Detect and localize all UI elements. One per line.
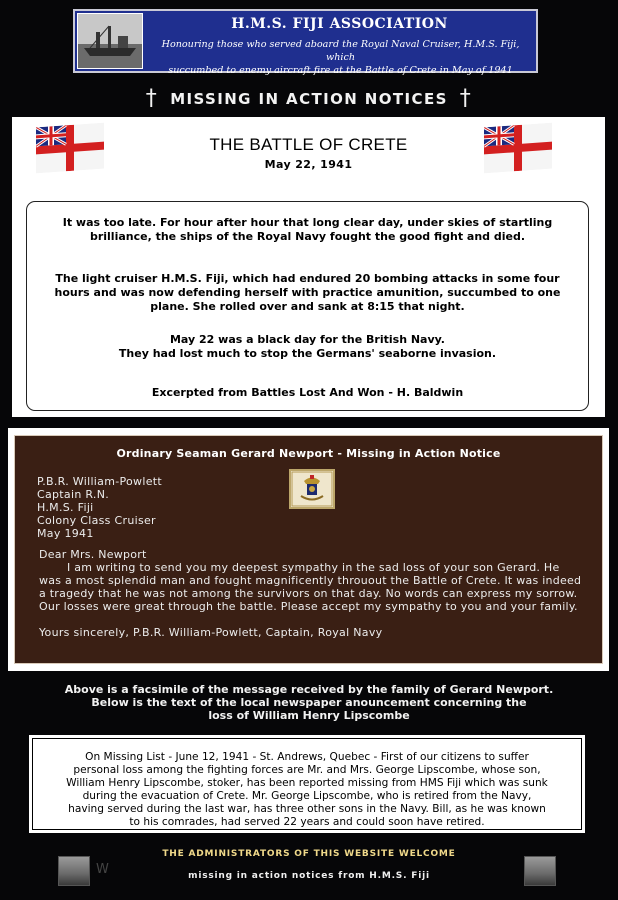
quote-paragraph [35,216,580,244]
news-line: personal loss among the fighting forces are Mr. and Mrs. George Lipscombe, whose son, [73,764,541,776]
section-title-text: MISSING IN ACTION NOTICES [170,90,448,108]
battle-date: May 22, 1941 [264,158,353,171]
letter-body [39,548,592,613]
quote-paragraph [35,333,580,361]
dagger-icon: † [145,86,159,111]
facsimile-caption [0,683,618,722]
address-line: May 1941 [37,527,94,540]
ship-thumbnail-icon [524,856,556,886]
ship-photo [77,13,143,69]
quote-source: Excerpted from Battles Lost And Won - H. Baldwin [151,386,464,399]
letter-frame [8,428,609,671]
association-title: H.M.S. FIJI ASSOCIATION [231,16,448,32]
address-line: P.B.R. William-Powlett [37,475,163,488]
news-line: to his comrades, had served 22 years and could soon have retired. [129,816,485,828]
caption-line: loss of William Henry Lipscombe [208,709,410,722]
letter-sender-address [37,475,162,540]
caption-line: Below is the text of the local newspaper anouncement concerning the [91,696,527,709]
section-title [0,86,618,112]
footer-notices-text: missing in action notices from H.M.S. Fiji [188,871,430,881]
news-line: William Henry Lipscombe, stoker, has been reported missing from HMS Fiji which was sunk [66,777,548,789]
news-line: having served during the last war, has three other sons in the Navy. Bill, as he was known [68,803,546,815]
newspaper-announcement [32,738,582,830]
subtitle-line: succumbed to enemy aircraft fire at the Battle of Crete in May of 1941 [168,65,513,76]
quote-line: brilliance, the ships of the Royal Navy fought the good fight and died. [89,230,526,243]
news-line: during the evacuation of Crete. Mr. George Lipscombe, who is retired from the Navy, [82,790,532,802]
battle-of-crete-panel [12,117,605,417]
battle-title: THE BATTLE OF CRETE [209,135,408,154]
newspaper-frame [29,735,585,833]
letter-line: was a most splendid man and fought magnificently throuout the Battle of Crete. It was indeed [39,574,582,587]
white-ensign-flag-icon [484,123,552,174]
association-subtitle [151,38,530,77]
dagger-icon: † [459,86,473,111]
address-line: H.M.S. Fiji [37,501,94,514]
footer-w-mark: W [96,862,109,877]
battle-quote-box [26,201,589,411]
quote-line: They had lost much to stop the Germans' seaborne invasion. [118,347,497,360]
white-ensign-flag-icon [36,123,104,174]
letter-line: Our losses were great through the battle. Please accept my sympathy to you and your family. [39,600,578,613]
caption-line: Above is a facsimile of the message received by the family of Gerard Newport. [64,683,554,696]
letter-line: a tragedy that he was not among the survivors on that day. No words can express my sorrow. [39,587,578,600]
letter-title: Ordinary Seaman Gerard Newport - Missing in Action Notice [116,447,501,460]
address-line: Captain R.N. [37,488,110,501]
footer-welcome-text: THE ADMINISTRATORS OF THIS WEBSITE WELCOME [162,849,456,859]
quote-paragraph [35,272,580,314]
letter-line: I am writing to send you my deepest sympathy in the sad loss of your son Gerard. He [67,561,560,574]
letter-closing: Yours sincerely, P.B.R. William-Powlett, Captain, Royal Navy [39,626,383,639]
quote-line: It was too late. For hour after hour that long clear day, under skies of startling [62,216,553,229]
letter-greeting: Dear Mrs. Newport [39,548,147,561]
subtitle-line: Honouring those who served aboard the Royal Naval Cruiser, H.M.S. Fiji, which [161,39,520,63]
naval-crest-icon [289,469,335,509]
site-header [73,9,538,76]
quote-line: hours and was now defending herself with practice amunition, succumbed to one [54,286,561,299]
news-line: On Missing List - June 12, 1941 - St. Andrews, Quebec - First of our citizens to suffer [85,751,529,763]
missing-in-action-letter [14,435,603,664]
quote-line: The light cruiser H.M.S. Fiji, which had endured 20 bombing attacks in some four [55,272,560,285]
quote-line: plane. She rolled over and sank at 8:15 that night. [150,300,465,313]
quote-line: May 22 was a black day for the British Navy. [169,333,445,346]
address-line: Colony Class Cruiser [37,514,156,527]
